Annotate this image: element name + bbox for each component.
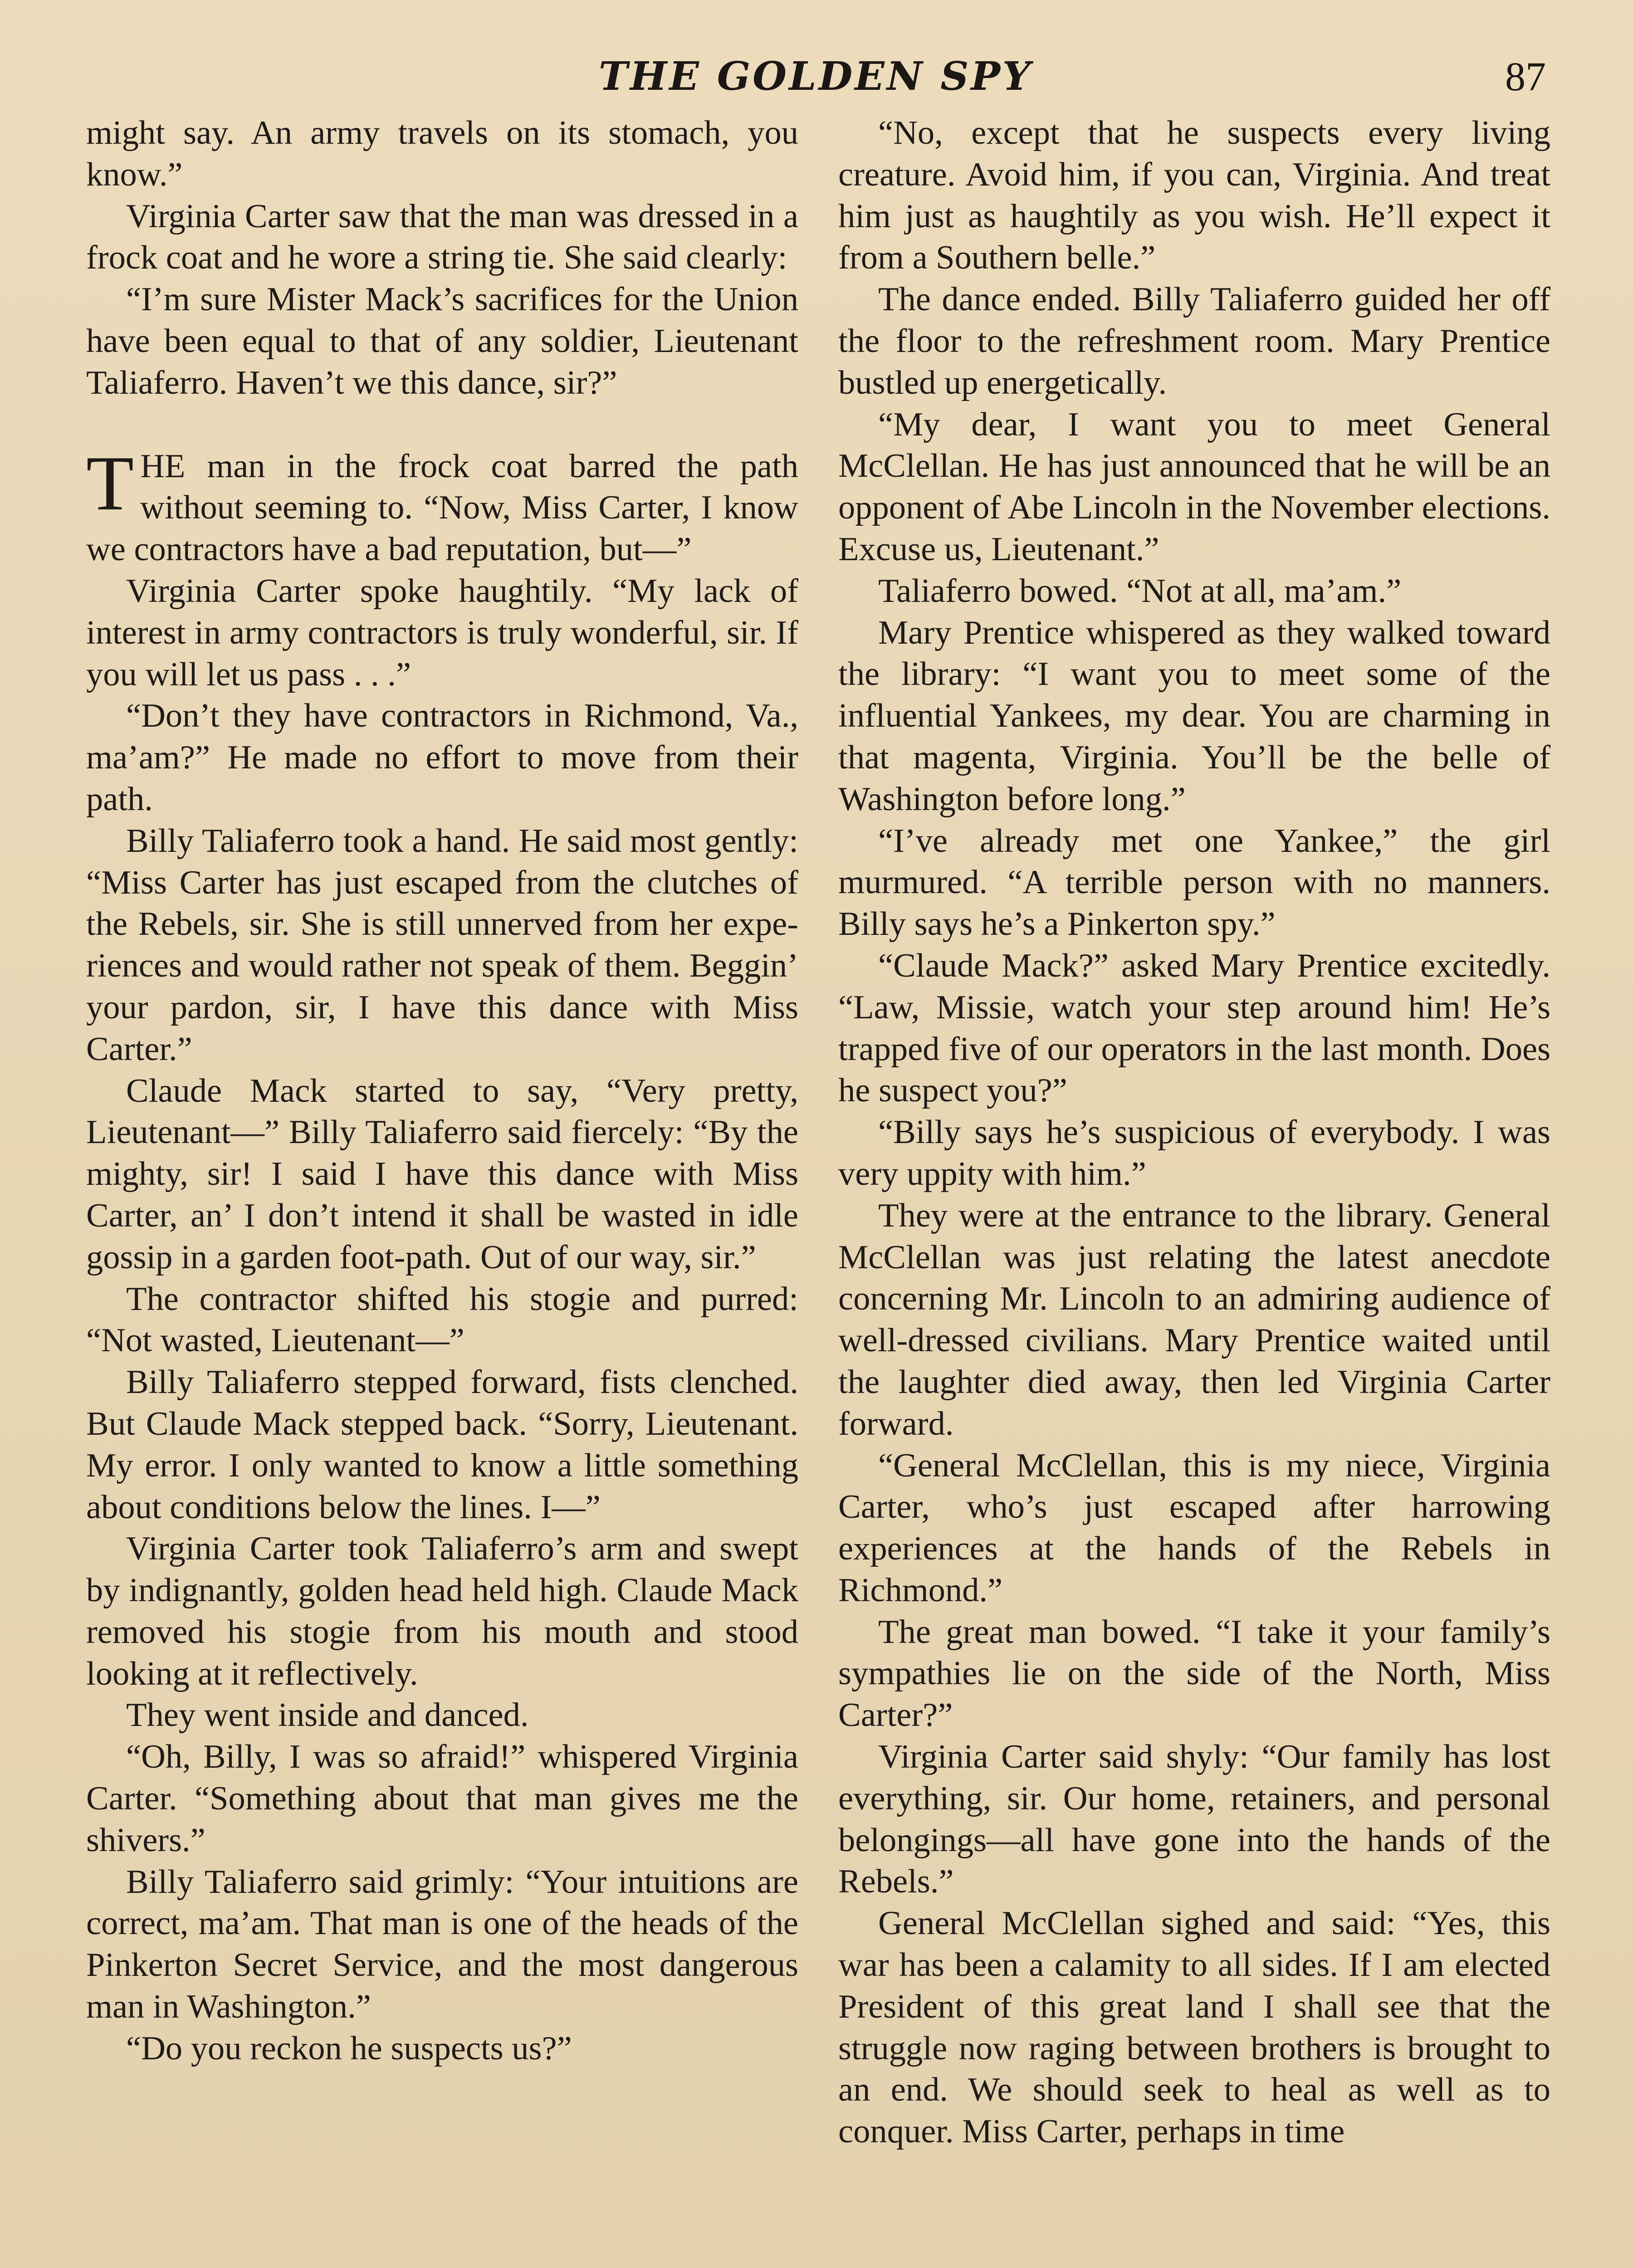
dropcap-paragraph: [86, 440, 798, 571]
right-column: [838, 112, 1550, 2153]
paragraph: Virginia Carter said shyly: “Our family has lost everything, sir. Our home, retainers, and personal belongings—all have gone into the hands of the Rebels.”: [838, 1738, 1550, 1901]
paragraph: “No, except that he suspects every living creature. Avoid him, if you can, Virginia. And treat him just as haughtily as you wish. He’ll expect it from a Southern belle.”: [838, 114, 1550, 277]
paragraph: Virginia Carter saw that the man was dressed in a frock coat and he wore a string tie. She said clearly:: [86, 197, 798, 277]
paragraph: Billy Taliaferro took a hand. He said most gently: “Miss Carter has just escaped from the clutches of the Rebels, sir. She is still unnerved from her experiences and would rather not speak of them. Beggin’ your pardon, sir, I have this dance with Miss Carter.”: [86, 822, 798, 1068]
paragraph: Virginia Carter spoke haughtily. “My lack of interest in army contractors is truly wonderful, sir. If you will let us pass . . .”: [86, 572, 798, 693]
paragraph: Taliaferro bowed. “Not at all, ma’am.”: [878, 572, 1402, 610]
paragraph: “Don’t they have contractors in Richmond, Va., ma’am?” He made no effort to move from their path.: [86, 697, 798, 818]
dropcap-paragraph-text: HE man in the frock coat barred the path without seeming to. “Now, Miss Carter, I know we contractors have a bad reputation, but—”: [86, 447, 798, 568]
paragraph: might say. An army travels on its stomach, you know.”: [86, 114, 798, 193]
paragraph: The great man bowed. “I take it your family’s sympathies lie on the side of the North, Miss Carter?”: [838, 1613, 1550, 1734]
page-number: 87: [1505, 54, 1546, 99]
left-column: [86, 112, 798, 2070]
paragraph: Billy Taliaferro stepped forward, fists clenched. But Claude Mack stepped back. “Sorry, Lieutenant. My error. I only wanted to know a little something about conditions below the lines. I—”: [86, 1364, 798, 1526]
paragraph: General McClellan sighed and said: “Yes, this war has been a calamity to all sides. If I am elected President of this great land I shall see that the struggle now raging between brothers is brought to an end. We should seek to heal as well as to conquer. Miss Carter, perhaps in time: [838, 1905, 1550, 2151]
paragraph: Billy Taliaferro said grimly: “Your intuitions are correct, ma’am. That man is one of the heads of the Pinkerton Secret Service, and the most dangerous man in Washington.”: [86, 1863, 798, 2026]
paragraph: “General McClellan, this is my niece, Virginia Carter, who’s just escaped after harrowing experiences at the hands of the Rebels in Richmond.”: [838, 1447, 1550, 1609]
paragraph: They were at the entrance to the library. General McClellan was just relating the latest anecdote concerning Mr. Lincoln to an admiring audience of well-dressed civilians. Mary Prentice waited until the laughter died away, then led Virginia Carter forward.: [838, 1197, 1550, 1442]
paragraph: “Do you reckon he suspects us?”: [126, 2029, 572, 2067]
drop-cap: T: [86, 440, 134, 527]
paragraph: The contractor shifted his stogie and purred: “Not wasted, Lieutenant—”: [86, 1280, 798, 1359]
running-title: THE GOLDEN SPY: [599, 54, 1033, 99]
paragraph: “Oh, Billy, I was so afraid!” whispered Virginia Carter. “Something about that man gives me the shivers.”: [86, 1738, 798, 1859]
section-break: [86, 404, 798, 446]
paragraph: Mary Prentice whispered as they walked toward the library: “I want you to meet some of the influential Yankees, my dear. You are charming in that magenta, Virginia. You’ll be the belle of Washington before long.”: [838, 614, 1550, 818]
page-header: [0, 54, 1633, 103]
paragraph: “Claude Mack?” asked Mary Prentice excitedly. “Law, Missie, watch your step around him! He’s trapped five of our operators in the last month. Does he suspect you?”: [838, 947, 1550, 1110]
paragraph: Claude Mack started to say, “Very pretty, Lieutenant—” Billy Taliaferro said fiercely: “By the mighty, sir! I said I have this dance with Miss Carter, an’ I don’t intend it shall be wasted in idle gossip in a garden foot-path. Out of our way, sir.”: [86, 1072, 798, 1276]
paragraph: “I’ve already met one Yankee,” the girl murmured. “A terrible person with no manners. Billy says he’s a Pinkerton spy.”: [838, 822, 1550, 943]
paragraph: “Billy says he’s suspicious of everybody. I was very uppity with him.”: [838, 1114, 1550, 1193]
paragraph: They went inside and danced.: [126, 1696, 529, 1734]
paragraph: Virginia Carter took Taliaferro’s arm and swept by indignantly, golden head held high. Claude Mack removed his stogie from his mouth and stood looking at it reflectively.: [86, 1530, 798, 1692]
paragraph: “I’m sure Mister Mack’s sacrifices for the Union have been equal to that of any soldier, Lieutenant Taliaferro. Haven’t we this dance, sir?”: [86, 281, 798, 401]
paragraph: “My dear, I want you to meet General McClellan. He has just announced that he will be an opponent of Abe Lincoln in the November elections. Excuse us, Lieutenant.”: [838, 406, 1550, 568]
paragraph: The dance ended. Billy Taliaferro guided her off the floor to the refreshment room. Mary Prentice bustled up energetically.: [838, 281, 1550, 401]
